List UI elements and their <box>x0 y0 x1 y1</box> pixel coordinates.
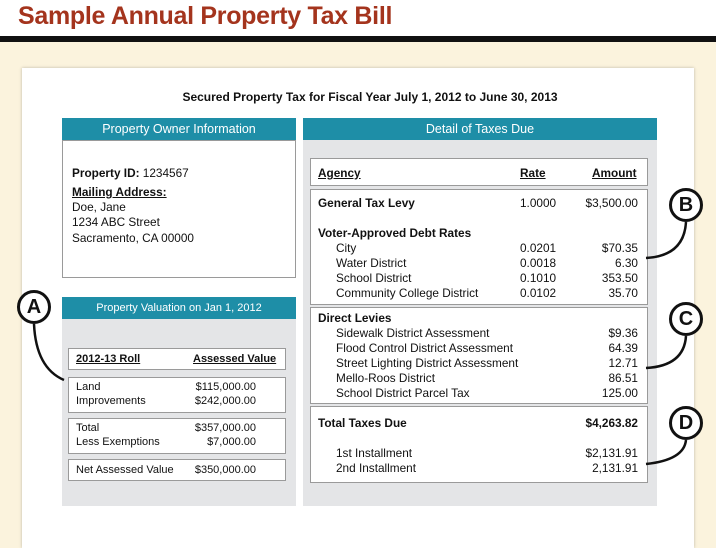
voter-row-agency: City <box>336 241 357 255</box>
assessed-value-column-header: Assessed Value <box>193 353 277 365</box>
direct-row-amount: 12.71 <box>608 356 638 370</box>
second-installment-amount: 2,131.91 <box>592 461 638 475</box>
voter-row-rate: 0.0018 <box>520 256 557 270</box>
valuation-section-header: Property Valuation on Jan 1, 2012 <box>62 297 296 319</box>
rate-column-header: Rate <box>520 166 546 180</box>
agency-column-header: Agency <box>318 166 361 180</box>
voter-row-rate: 0.0201 <box>520 241 557 255</box>
voter-row-amount: 35.70 <box>608 286 638 300</box>
taxes-section-header: Detail of Taxes Due <box>303 118 657 140</box>
direct-row-amount: 64.39 <box>608 341 638 355</box>
bill-heading: Secured Property Tax for Fiscal Year July 1, 2012 to June 30, 2013 <box>182 90 558 104</box>
net-assessed-label: Net Assessed Value <box>76 464 174 476</box>
property-id-label: Property ID: <box>72 166 140 180</box>
owner-name: Doe, Jane <box>72 200 126 214</box>
direct-levies-label: Direct Levies <box>318 311 392 325</box>
property-id-value: 1234567 <box>142 166 189 180</box>
voter-row-agency: School District <box>336 271 412 285</box>
total-assessed-value: $357,000.00 <box>194 422 256 434</box>
general-levy-rate: 1.0000 <box>520 196 557 210</box>
exemptions-value: $7,000.00 <box>207 436 256 448</box>
direct-row-agency: Sidewalk District Assessment <box>336 326 490 340</box>
improvements-value: $242,000.00 <box>194 395 256 407</box>
owner-street: 1234 ABC Street <box>72 215 160 229</box>
direct-row-amount: $9.36 <box>608 326 638 340</box>
voter-row-amount: 6.30 <box>615 256 638 270</box>
voter-row-agency: Water District <box>336 256 407 270</box>
direct-row-agency: Street Lighting District Assessment <box>336 356 519 370</box>
direct-row-agency: Mello-Roos District <box>336 371 435 385</box>
direct-row-amount: 86.51 <box>608 371 638 385</box>
callout-c: C <box>669 302 703 336</box>
exemptions-label: Less Exemptions <box>76 436 160 448</box>
improvements-label: Improvements <box>76 395 146 407</box>
voter-row-amount: $70.35 <box>601 241 638 255</box>
direct-row-agency: School District Parcel Tax <box>336 386 470 400</box>
second-installment-label: 2nd Installment <box>336 461 417 475</box>
direct-row-agency: Flood Control District Assessment <box>336 341 514 355</box>
owner-city: Sacramento, CA 00000 <box>72 231 194 245</box>
owner-section-header: Property Owner Information <box>62 118 296 140</box>
land-value: $115,000.00 <box>195 381 256 393</box>
leader-d <box>646 440 686 464</box>
callout-b: B <box>669 188 703 222</box>
leader-a <box>34 324 64 380</box>
general-levy-amount: $3,500.00 <box>585 196 638 210</box>
voter-approved-label: Voter-Approved Debt Rates <box>318 226 472 240</box>
voter-row-rate: 0.0102 <box>520 286 557 300</box>
total-value-label: Total <box>76 422 100 434</box>
roll-column-header: 2012-13 Roll <box>76 353 141 365</box>
first-installment-label: 1st Installment <box>336 446 413 460</box>
callout-a: A <box>17 290 51 324</box>
page-title: Sample Annual Property Tax Bill <box>18 2 393 30</box>
total-taxes-label: Total Taxes Due <box>318 416 407 430</box>
land-label: Land <box>76 381 101 393</box>
leader-c <box>646 336 686 368</box>
total-taxes-amount: $4,263.82 <box>585 416 638 430</box>
voter-row-rate: 0.1010 <box>520 271 557 285</box>
direct-row-amount: 125.00 <box>601 386 638 400</box>
voter-row-agency: Community College District <box>336 286 479 300</box>
voter-row-amount: 353.50 <box>601 271 638 285</box>
first-installment-amount: $2,131.91 <box>585 446 638 460</box>
mailing-address-label: Mailing Address: <box>72 185 167 199</box>
net-assessed-value: $350,000.00 <box>194 464 256 476</box>
callout-d: D <box>669 406 703 440</box>
amount-column-header: Amount <box>592 166 637 180</box>
leader-b <box>646 222 686 258</box>
general-levy-label: General Tax Levy <box>318 196 415 210</box>
